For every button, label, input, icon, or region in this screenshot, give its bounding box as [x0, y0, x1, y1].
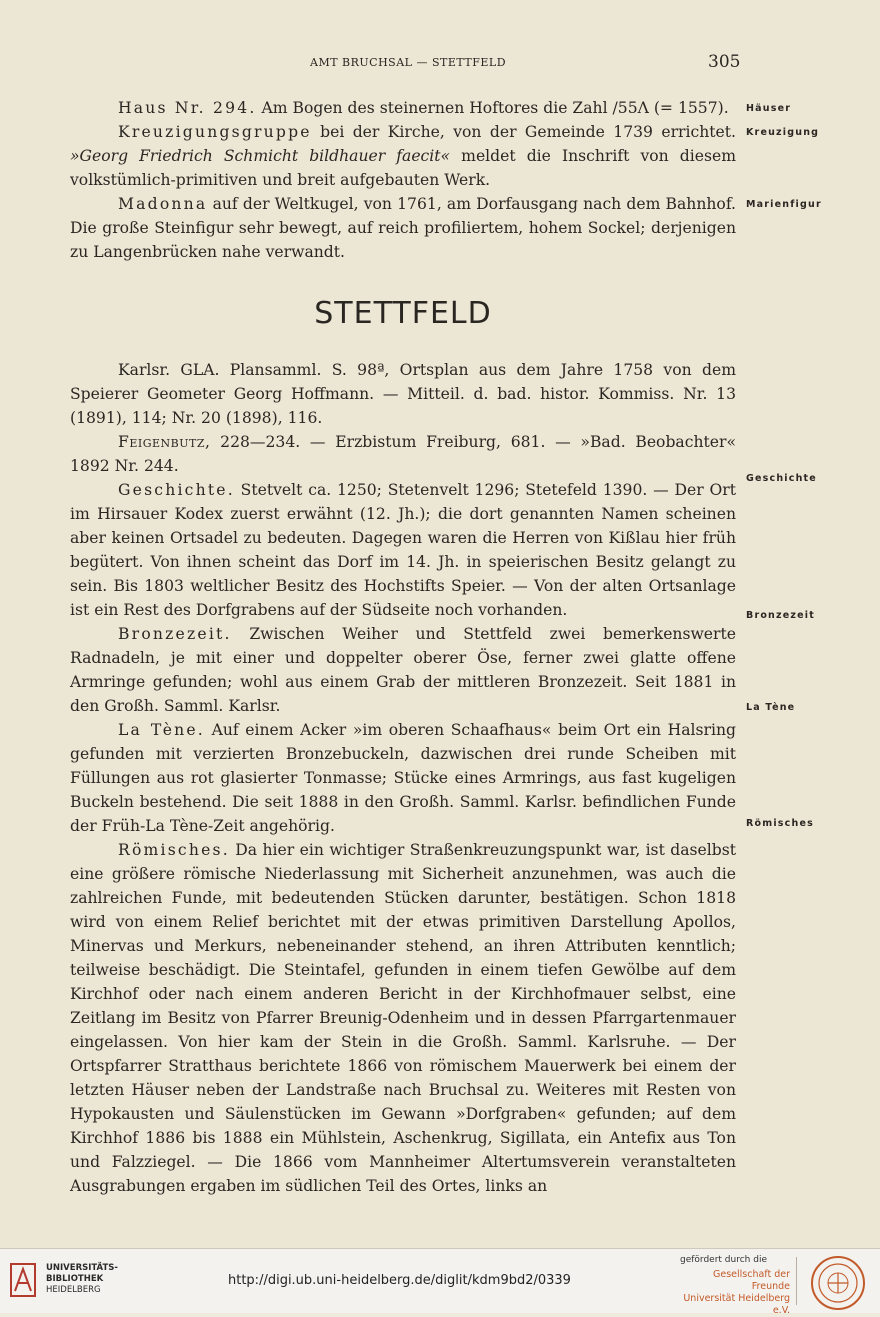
author-feigenbutz: Feigenbutz, [118, 433, 211, 451]
lead-bronzezeit: Bronzezeit. [118, 625, 232, 643]
text-roemisches: Da hier ein wichtiger Straßenkreuzungspunkt war, ist daselbst eine größere römische Niederlassung mit Sicherheit anzunehmen, was auch die zahlreichen Funde, mit bedeutenden Stücken darunter, bestätigen. Schon 1818 wird von einem Relief berichtet mit der etwas primitiven Darstellung Apollos, Minervas und Merkurs, nebeneinander stehend, an ihren Attributen kenntlich; teilweise beschädigt. Die Steintafel, gefunden in einem tiefen Gewölbe auf dem Kirchhof oder nach einem anderen Bericht in der Kirchhofmauer selbst, eine Zeitlang im Besitz von Pfarrer Breunig-Odenheim und in dessen Pfarrgartenmauer eingelassen. Von hier kam der Stein in die Großh. Samml. Karlsruhe. — Der Ortspfarrer Stratthaus berichtete 1866 von römischem Mauerwerk bei einem der letzten Häuser neben der Landstraße nach Bruchsal zu. Weiteres mit Resten von Hypokausten und Säulenstücken im Gewann »Dorfgraben« gefunden; auf dem Kirchhof 1886 bis 1888 ein Mühlstein, Aschenkrug, Sigillata, ein Antefix aus Ton und Falzziegel. — Die 1866 vom Mannheimer Altertumsverein veranstalteten Ausgrabungen ergaben im südlichen Teil des Ortes, links an [70, 841, 736, 1195]
running-title: AMT BRUCHSAL — STETTFELD [310, 56, 507, 69]
text-kreuzigung-2: meldet die Inschrift von diesem volkstümlich-primitiven und breit aufgebauten Werk. [70, 147, 736, 189]
paragraph-sources: Karlsr. GLA. Plansamml. S. 98ª, Ortsplan aus dem Jahre 1758 von dem Speierer Geometer Georg Hoffmann. — Mitteil. d. bad. histor. Kommiss. Nr. 13 (1891), 114; Nr. 20 (1898), 116. [70, 361, 736, 427]
viewer-footer [0, 1248, 880, 1316]
lead-latene: La Tène. [118, 721, 205, 739]
margin-note-geschichte: Geschichte [746, 473, 817, 484]
paragraph-haus [70, 96, 736, 120]
margin-note-kreuzigung: Kreuzigung [746, 127, 820, 138]
paragraph-madonna [70, 192, 736, 264]
paragraph-roemisches [70, 838, 736, 1198]
sponsor-label: gefördert durch die [680, 1255, 767, 1265]
lead-geschichte: Geschichte. [118, 481, 235, 499]
text-madonna: auf der Weltkugel, von 1761, am Dorfausgang nach dem Bahnhof. Die große Steinfigur sehr bewegt, auf reich profiliertem, hohem Sockel; derjenigen zu Langenbrücken nahe verwandt. [70, 195, 736, 261]
body-text [70, 96, 736, 1198]
lead-haus: Haus Nr. 294. [118, 99, 257, 117]
lead-roemisches: Römisches. [118, 841, 230, 859]
margin-note-haeuser: Häuser [746, 103, 792, 114]
sponsor-name: Gesellschaft der Freunde Universität Heidelberg e.V. [683, 1269, 790, 1316]
lead-kreuzigung: Kreuzigungsgruppe [118, 123, 312, 141]
inscription-quote: »Georg Friedrich Schmicht bildhauer faecit« [70, 147, 451, 165]
paragraph-geschichte [70, 478, 736, 622]
library-name: UNIVERSITÄTS- BIBLIOTHEK HEIDELBERG [46, 1263, 118, 1295]
footer-divider [796, 1257, 797, 1305]
page-number: 305 [708, 52, 741, 72]
paragraph-literature [70, 430, 736, 478]
paragraph-latene [70, 718, 736, 838]
paragraph-kreuzigung [70, 120, 736, 192]
section-title: STETTFELD [314, 296, 492, 331]
text-bronzezeit: Zwischen Weiher und Stettfeld zwei bemerkenswerte Radnadeln, je mit einer und doppelter oberer Öse, ferner zwei glatte offene Armringe gefunden; wohl aus einem Grab der mittleren Bronzezeit. Seit 1881 in den Großh. Samml. Karlsr. [70, 625, 736, 715]
margin-note-roemisches: Römisches [746, 818, 814, 829]
margin-note-latene: La Tène [746, 702, 796, 713]
page-header [0, 52, 880, 76]
paragraph-bronzezeit [70, 622, 736, 718]
permalink[interactable]: http://digi.ub.uni-heidelberg.de/diglit/kdm9bd2/0339 [228, 1273, 571, 1288]
margin-note-bronzezeit: Bronzezeit [746, 610, 815, 621]
university-seal-icon [810, 1255, 866, 1311]
text-latene: Auf einem Acker »im oberen Schaafhaus« beim Ort ein Halsring gefunden mit verzierten Bronzebuckeln, dazwischen drei runde Scheiben mit Füllungen aus rot glasierter Tonmasse; Stücke eines Armrings, aus fast kugeligen Buckeln bestehend. Die seit 1888 in den Großh. Samml. Karlsr. befindlichen Funde der Früh-La Tène-Zeit angehörig. [70, 721, 736, 835]
lead-madonna: Madonna [118, 195, 208, 213]
text-haus: Am Bogen des steinernen Hoftores die Zahl /55Λ (= 1557). [256, 99, 729, 117]
text-kreuzigung: bei der Kirche, von der Gemeinde 1739 errichtet. [311, 123, 736, 141]
text-geschichte: Stetvelt ca. 1250; Stetenvelt 1296; Stetefeld 1390. — Der Ort im Hirsauer Kodex zuerst erwähnt (12. Jh.); die dort genannten Namen scheinen aber keinen Ortsadel zu bedeuten. Dagegen waren die Herren von Kißlau hier früh begütert. Von ihnen scheint das Dorf im 14. Jh. in speierischen Besitz gelangt zu sein. Bis 1803 weltlicher Besitz des Hochstifts Speier. — Von der alten Ortsanlage ist ein Rest des Dorfgrabens auf der Südseite noch vorhanden. [70, 481, 736, 619]
margin-note-marienfigur: Marienfigur [746, 199, 822, 210]
text-literature: 228—234. — Erzbistum Freiburg, 681. — »Bad. Beobachter« 1892 Nr. 244. [70, 433, 736, 475]
library-logo-icon [10, 1263, 36, 1297]
